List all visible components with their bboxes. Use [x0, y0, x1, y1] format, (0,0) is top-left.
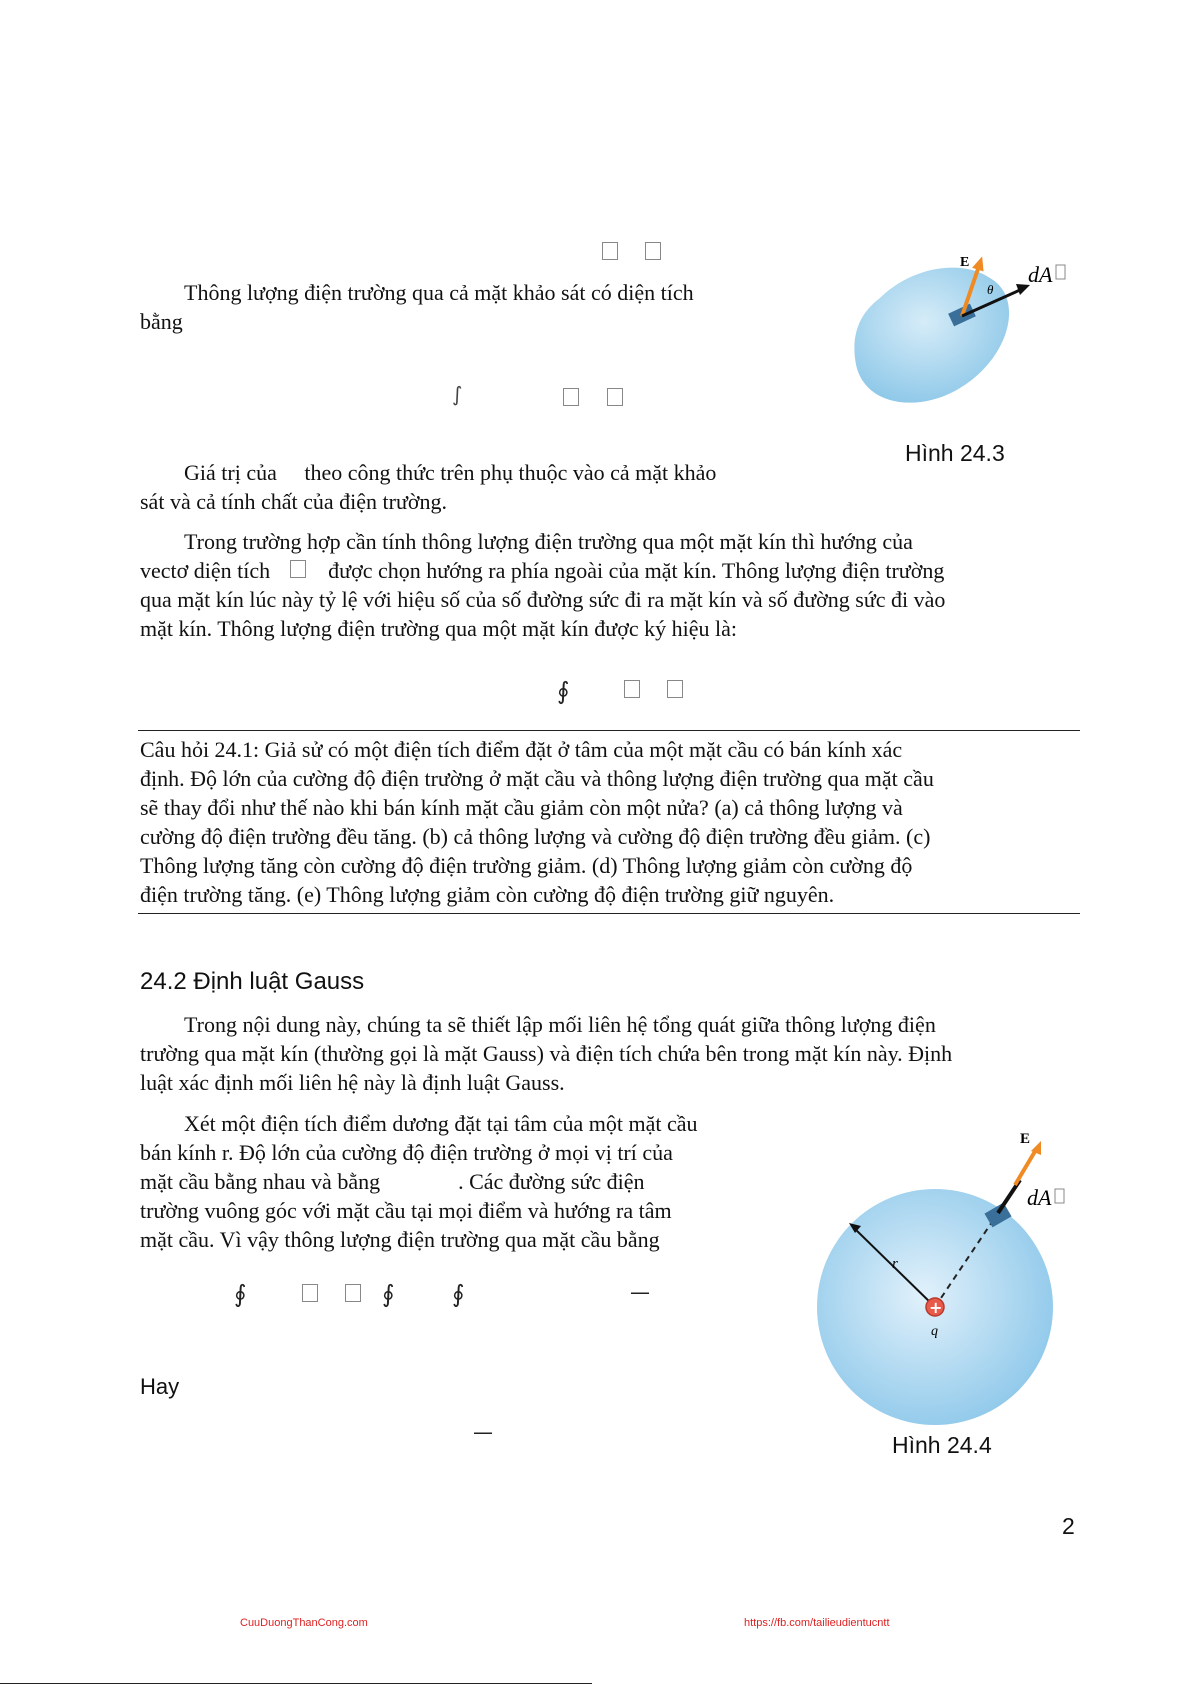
fraction-bar: —: [473, 1420, 493, 1444]
formula-placeholder: [624, 680, 640, 698]
formula-placeholder: [607, 388, 623, 406]
paragraph-gauss-intro: Trong nội dung này, chúng ta sẽ thiết lập mối liên hệ tổng quát giữa thông lượng điện trường qua mặt kín (thường gọi là mặt Gauss) và điện tích chứa bên trong mặt kín này. Định luật xác định mối liên hệ này là định luật Gauss.: [140, 1012, 953, 1095]
label-E: E: [960, 255, 970, 270]
question-top-rule: [138, 730, 1080, 731]
footer-rule: [0, 1683, 592, 1684]
formula-placeholder: [345, 1284, 361, 1302]
label-q: q: [931, 1324, 938, 1339]
hay-label: Hay: [140, 1374, 180, 1399]
figure-24-3: [850, 238, 1100, 428]
contour-integral-symbol: ∮: [234, 1280, 247, 1308]
label-dA: dA: [1028, 262, 1053, 287]
contour-integral-symbol: ∮: [452, 1280, 465, 1308]
contour-integral-symbol: ∮: [557, 677, 570, 705]
closed-surface: [854, 268, 1009, 403]
label-dA: dA: [1027, 1185, 1052, 1210]
formula-placeholder: [602, 242, 618, 260]
label-theta: θ: [987, 282, 994, 297]
paragraph-flux-value: Giá trị của theo công thức trên phụ thuộc vào cả mặt khảo sát và cả tính chất của điện trường.: [140, 460, 717, 514]
integral-symbol: ∫: [452, 382, 463, 406]
figure-caption-24-4: Hình 24.4: [892, 1432, 992, 1458]
footer-right-link[interactable]: https://fb.com/tailieudientucntt: [744, 1617, 890, 1629]
formula-placeholder: [563, 388, 579, 406]
formula-placeholder: [302, 1284, 318, 1302]
formula-placeholder: [667, 680, 683, 698]
page-number: 2: [1062, 1513, 1075, 1539]
label-E: E: [1020, 1131, 1031, 1147]
paragraph-flux-area: Thông lượng điện trường qua cả mặt khảo sát có diện tích bằng: [140, 280, 694, 334]
section-heading: 24.2 Định luật Gauss: [140, 968, 365, 995]
figure-caption-24-3: Hình 24.3: [905, 440, 1005, 466]
contour-integral-symbol: ∮: [382, 1280, 395, 1308]
paragraph-closed-surface: Trong trường hợp cần tính thông lượng điện trường qua một mặt kín thì hướng của vectơ diện tích được chọn hướng ra phía ngoài của mặt kín. Thông lượng điện trường qua mặt kín lúc này tỷ lệ với hiệu số của số đường sức đi ra mặt kín và số đường sức đi vào mặt kín. Thông lượng điện trường qua một mặt kín được ký hiệu là:: [140, 529, 946, 641]
question-bottom-rule: [138, 913, 1080, 914]
fraction-bar: —: [630, 1280, 650, 1304]
question-24-1: Câu hỏi 24.1: Giả sử có một điện tích điểm đặt ở tâm của một mặt cầu có bán kính xác định. Độ lớn của cường độ điện trường ở mặt cầu và thông lượng điện trường qua mặt cầu sẽ thay đổi như thế nào khi bán kính mặt cầu giảm còn một nửa? (a) cả thông lượng và cường độ điện trường đều tăng. (b) cả thông lượng và cường độ điện trường đều giảm. (c) Thông lượng tăng còn cường độ điện trường giảm. (d) Thông lượng giảm còn cường độ điện trường tăng. (e) Thông lượng giảm còn cường độ điện trường giữ nguyên.: [140, 737, 934, 907]
footer-left-link[interactable]: CuuDuongThanCong.com: [240, 1617, 368, 1629]
paragraph-point-charge: Xét một điện tích điểm dương đặt tại tâm của một mặt cầu bán kính r. Độ lớn của cường độ điện trường ở mọi vị trí của mặt cầu bằng nhau và bằng . Các đường sức điện trường vuông góc với mặt cầu tại mọi điểm và hướng ra tâm mặt cầu. Vì vậy thông lượng điện trường qua mặt cầu bằng: [140, 1111, 698, 1252]
field-vector-E: [1015, 1148, 1037, 1185]
formula-placeholder: [645, 242, 661, 260]
label-plus: +: [929, 1298, 943, 1317]
figure-24-4: [815, 1125, 1075, 1430]
label-r: r: [892, 1256, 898, 1272]
